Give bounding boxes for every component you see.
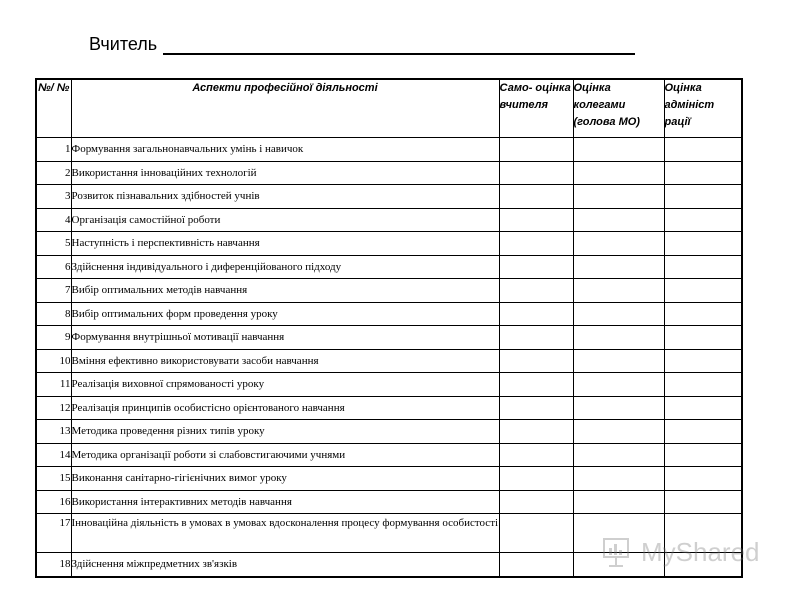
row-aspect: Використання інноваційних технологій: [71, 161, 499, 185]
table-row: [36, 349, 742, 373]
table-body: [36, 138, 742, 577]
teacher-label: Вчитель: [89, 34, 158, 54]
row-aspect: Методика проведення різних типів уроку: [71, 420, 499, 444]
admin-rating-cell: [664, 420, 742, 444]
admin-rating-cell: [664, 208, 742, 232]
row-aspect: Вибір оптимальних форм проведення уроку: [71, 302, 499, 326]
self-rating-cell: [499, 208, 573, 232]
colleagues-rating-cell: [573, 396, 664, 420]
row-number: 5: [36, 232, 71, 256]
admin-rating-cell: [664, 185, 742, 209]
teacher-name-blank: [163, 35, 635, 55]
self-rating-cell: [499, 232, 573, 256]
header-row: [36, 79, 742, 138]
table-row: [36, 185, 742, 209]
colleagues-rating-cell: [573, 279, 664, 303]
admin-rating-cell: [664, 396, 742, 420]
row-aspect: Здійснення індивідуального і диференційованого підходу: [71, 255, 499, 279]
colleagues-rating-cell: [573, 420, 664, 444]
row-number: 8: [36, 302, 71, 326]
admin-rating-cell: [664, 490, 742, 514]
row-aspect: Методика організації роботи зі слабовстигаючими учнями: [71, 443, 499, 467]
row-aspect: Вибір оптимальних методів навчання: [71, 279, 499, 303]
self-rating-cell: [499, 420, 573, 444]
self-rating-cell: [499, 349, 573, 373]
watermark-text: MyShared: [641, 537, 760, 567]
row-number: 16: [36, 490, 71, 514]
table-row: [36, 326, 742, 350]
evaluation-table: [35, 78, 743, 578]
presentation-icon: [603, 538, 637, 568]
admin-rating-cell: [664, 161, 742, 185]
table-row: [36, 279, 742, 303]
admin-rating-cell: [664, 279, 742, 303]
colleagues-rating-cell: [573, 161, 664, 185]
header-self-rating: Само- оцінка вчителя: [499, 79, 573, 138]
self-rating-cell: [499, 373, 573, 397]
colleagues-rating-cell: [573, 208, 664, 232]
colleagues-rating-cell: [573, 373, 664, 397]
row-number: 3: [36, 185, 71, 209]
table-row: [36, 443, 742, 467]
table-row: [36, 138, 742, 162]
self-rating-cell: [499, 302, 573, 326]
row-aspect: Реалізація принципів особистісно орієнтованого навчання: [71, 396, 499, 420]
self-rating-cell: [499, 467, 573, 491]
table-row: [36, 302, 742, 326]
row-number: 18: [36, 553, 71, 577]
colleagues-rating-cell: [573, 185, 664, 209]
colleagues-rating-cell: [573, 467, 664, 491]
row-number: 11: [36, 373, 71, 397]
table-row: [36, 420, 742, 444]
table-row: [36, 208, 742, 232]
admin-rating-cell: [664, 255, 742, 279]
admin-rating-cell: [664, 326, 742, 350]
table-row: [36, 467, 742, 491]
row-number: 17: [36, 514, 71, 553]
colleagues-rating-cell: [573, 302, 664, 326]
self-rating-cell: [499, 326, 573, 350]
row-aspect: Інноваційна діяльність в умовах в умовах вдосконалення процесу формування особистості: [71, 514, 499, 553]
row-aspect: Використання інтерактивних методів навчання: [71, 490, 499, 514]
row-aspect: Формування загальнонавчальних умінь і навичок: [71, 138, 499, 162]
row-number: 9: [36, 326, 71, 350]
row-aspect: Організація самостійної роботи: [71, 208, 499, 232]
row-number: 15: [36, 467, 71, 491]
self-rating-cell: [499, 514, 573, 553]
row-aspect: Формування внутрішньої мотивації навчання: [71, 326, 499, 350]
colleagues-rating-cell: [573, 138, 664, 162]
row-aspect: Наступність і перспективність навчання: [71, 232, 499, 256]
row-number: 4: [36, 208, 71, 232]
self-rating-cell: [499, 279, 573, 303]
row-number: 6: [36, 255, 71, 279]
table-row: [36, 255, 742, 279]
row-aspect: Розвиток пізнавальних здібностей учнів: [71, 185, 499, 209]
table-row: [36, 490, 742, 514]
self-rating-cell: [499, 255, 573, 279]
row-number: 10: [36, 349, 71, 373]
admin-rating-cell: [664, 302, 742, 326]
self-rating-cell: [499, 490, 573, 514]
row-number: 12: [36, 396, 71, 420]
row-number: 7: [36, 279, 71, 303]
admin-rating-cell: [664, 443, 742, 467]
admin-rating-cell: [664, 349, 742, 373]
header-aspects: Аспекти професійної діяльності: [71, 79, 499, 138]
colleagues-rating-cell: [573, 490, 664, 514]
watermark: [603, 537, 760, 568]
admin-rating-cell: [664, 232, 742, 256]
row-number: 13: [36, 420, 71, 444]
row-aspect: Вміння ефективно використовувати засоби навчання: [71, 349, 499, 373]
self-rating-cell: [499, 185, 573, 209]
self-rating-cell: [499, 161, 573, 185]
self-rating-cell: [499, 553, 573, 577]
row-number: 1: [36, 138, 71, 162]
row-number: 14: [36, 443, 71, 467]
row-number: 2: [36, 161, 71, 185]
row-aspect: Здійснення міжпредметних зв'язків: [71, 553, 499, 577]
colleagues-rating-cell: [573, 349, 664, 373]
teacher-line: [89, 34, 635, 55]
colleagues-rating-cell: [573, 232, 664, 256]
row-aspect: Реалізація виховної спрямованості уроку: [71, 373, 499, 397]
self-rating-cell: [499, 138, 573, 162]
admin-rating-cell: [664, 138, 742, 162]
header-number: №/ №: [36, 79, 71, 138]
colleagues-rating-cell: [573, 443, 664, 467]
header-admin-rating: Оцінка адмініст рації: [664, 79, 742, 138]
table-row: [36, 161, 742, 185]
row-aspect: Виконання санітарно-гігієнічних вимог уроку: [71, 467, 499, 491]
admin-rating-cell: [664, 467, 742, 491]
table-row: [36, 396, 742, 420]
table-row: [36, 232, 742, 256]
self-rating-cell: [499, 443, 573, 467]
admin-rating-cell: [664, 373, 742, 397]
colleagues-rating-cell: [573, 326, 664, 350]
colleagues-rating-cell: [573, 255, 664, 279]
table-row: [36, 373, 742, 397]
header-colleagues-rating: Оцінка колегами (голова МО): [573, 79, 664, 138]
self-rating-cell: [499, 396, 573, 420]
